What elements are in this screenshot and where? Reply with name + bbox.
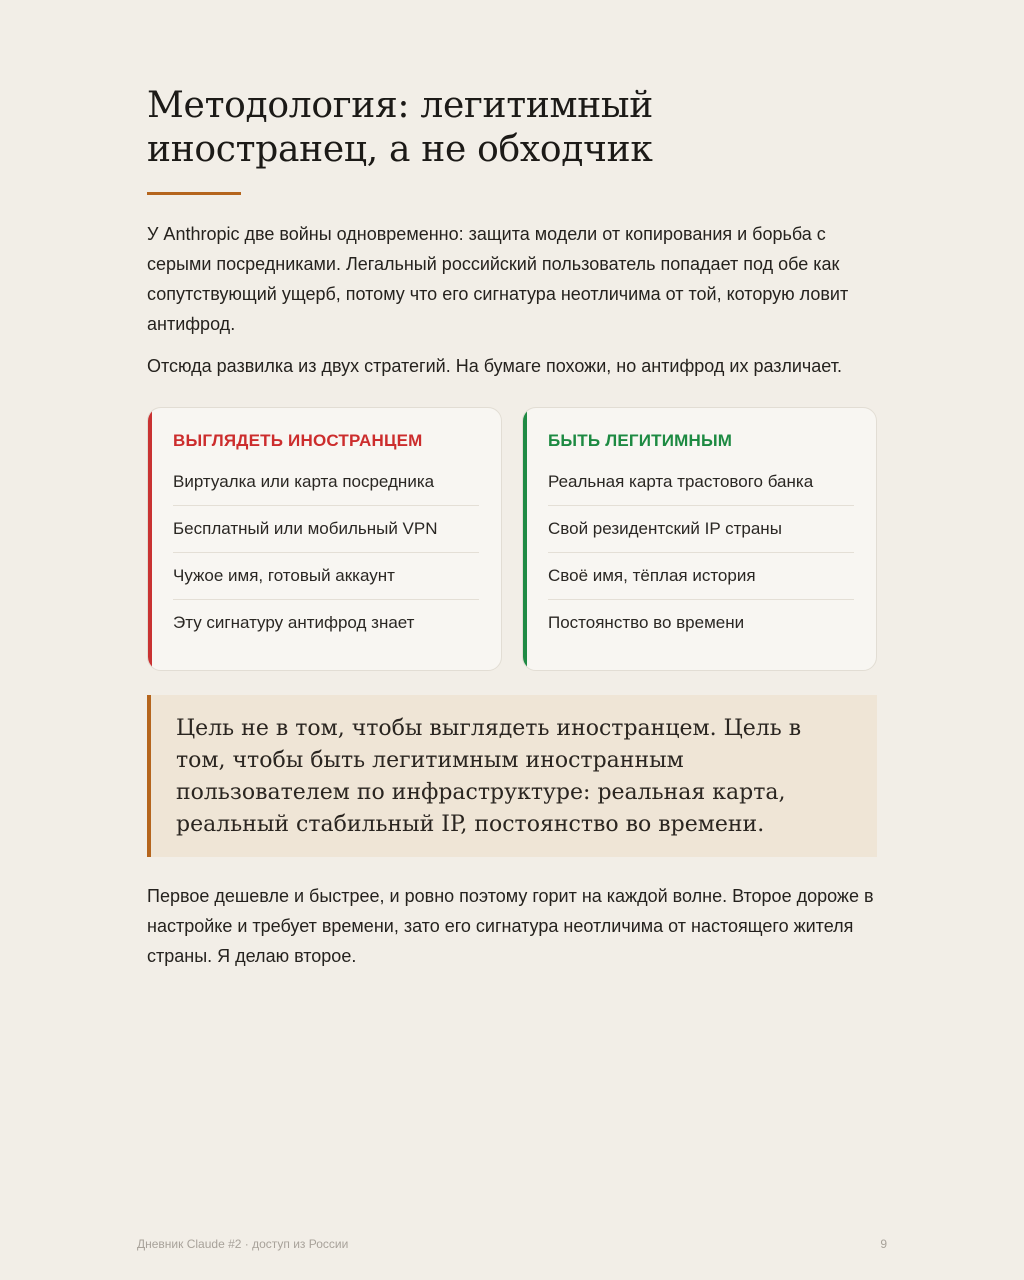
footer-caption: Дневник Claude #2 · доступ из России — [137, 1237, 349, 1251]
pull-quote-text: Цель не в том, чтобы выглядеть иностранцем. Цель в том, чтобы быть легитимным иностранным пользователем по инфраструктуре: реальная карта, реальный стабильный IP, постоянство во времени. — [176, 716, 802, 837]
intro-paragraph-1: У Anthropic две войны одновременно: защита модели от копирования и борьба с серыми посредниками. Легальный российский пользователь попадает под обе как сопутствующий ущерб, потому что его сигнатура неотличима от той, которую ловит антифрод. — [147, 224, 849, 334]
card-list-item: Бесплатный или мобильный VPN — [173, 506, 479, 553]
page-title-line1: Методология: легитимный — [147, 85, 653, 126]
conclusion-paragraph: Первое дешевле и быстрее, и ровно поэтому горит на каждой волне. Второе дороже в настройке и требует времени, зато его сигнатура неотличима от настоящего жителя страны. Я делаю второе. — [147, 886, 874, 966]
card-list-item: Реальная карта трастового банка — [548, 468, 854, 506]
page-footer — [137, 1237, 887, 1251]
title-underline — [147, 192, 241, 195]
comparison-cards — [147, 407, 877, 671]
card-accent-bar-red — [148, 408, 152, 670]
card-heading: ВЫГЛЯДЕТЬ ИНОСТРАНЦЕМ — [173, 431, 423, 450]
card-list-item: Эту сигнатуру антифрод знает — [173, 613, 415, 632]
card-list-item: Свой резидентский IP страны — [548, 506, 854, 553]
card-list-item: Постоянство во времени — [548, 613, 745, 632]
card-accent-bar-green — [523, 408, 527, 670]
page-title-line2: иностранец, а не обходчик — [147, 129, 653, 170]
card-heading: БЫТЬ ЛЕГИТИМНЫМ — [548, 431, 733, 450]
strategy-card-legitimate — [522, 407, 877, 671]
card-list-item: Своё имя, тёплая история — [548, 553, 854, 600]
page-number: 9 — [880, 1237, 887, 1251]
card-list — [173, 468, 479, 646]
page-title — [147, 84, 877, 172]
strategy-card-foreigner — [147, 407, 502, 671]
pull-quote — [147, 695, 877, 857]
intro-paragraph-2: Отсюда развилка из двух стратегий. На бумаге похожи, но антифрод их различает. — [147, 356, 842, 376]
card-list-item: Чужое имя, готовый аккаунт — [173, 553, 479, 600]
page-content — [147, 84, 877, 971]
card-list — [548, 468, 854, 646]
card-list-item: Виртуалка или карта посредника — [173, 468, 479, 506]
